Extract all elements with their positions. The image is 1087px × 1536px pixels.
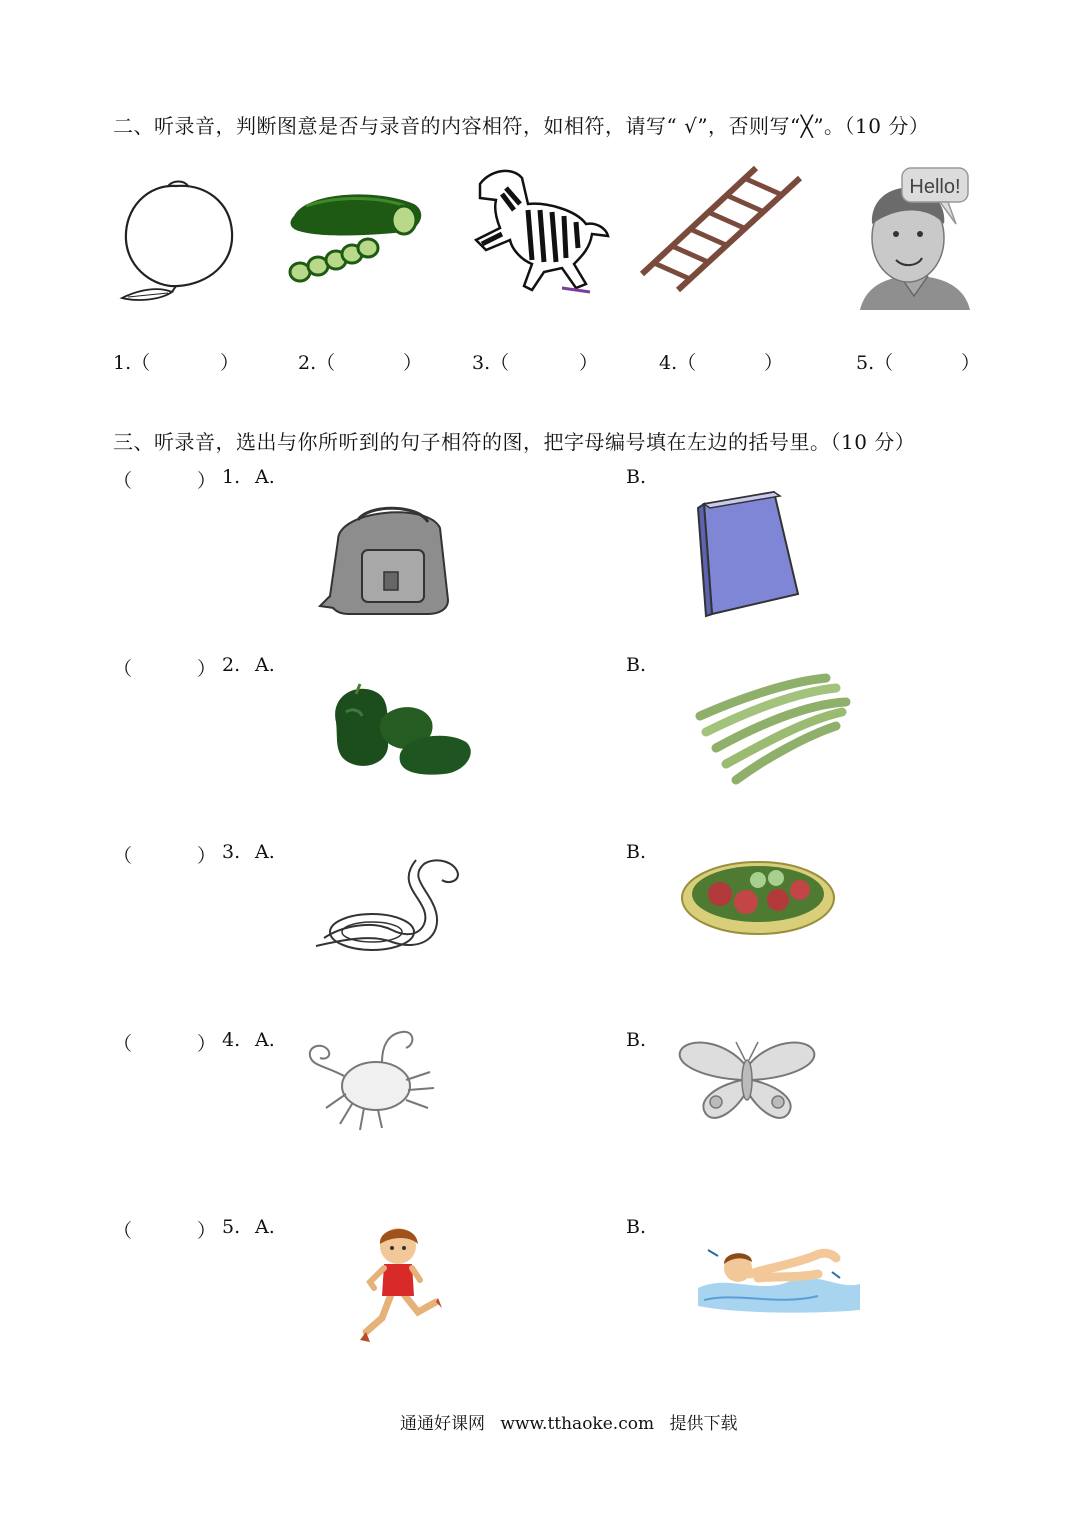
cucumber-picture (286, 186, 426, 284)
footer (400, 1409, 737, 1434)
answer-paren-5-close: ） (197, 1220, 217, 1242)
ladder-picture (638, 164, 804, 294)
answer-paren-2[interactable]: （ (113, 658, 133, 680)
answer-3[interactable]: 3.（ (472, 352, 510, 374)
hello-boy-picture (860, 164, 972, 310)
option-a-label: A. (255, 841, 275, 863)
schoolbag-picture (318, 500, 454, 616)
answer-paren-5[interactable]: （ (113, 1220, 133, 1242)
question-number: 1. (222, 466, 241, 488)
question-number: 3. (222, 841, 241, 863)
option-a-label: A. (255, 654, 275, 676)
footer-url[interactable]: www.tthaoke.com (500, 1414, 655, 1434)
green-beans-picture (696, 672, 848, 788)
answer-2-close: ） (403, 352, 423, 374)
butterfly-picture (676, 1036, 818, 1122)
answer-paren-1[interactable]: （ (113, 470, 133, 492)
answer-2[interactable]: 2.（ (298, 352, 336, 374)
section2-heading: 二、听录音，判断图意是否与录音的内容相符，如相符，请写“ √”，否则写“╳”。（10 分） (113, 114, 930, 138)
answer-paren-3-close: ） (197, 845, 217, 867)
crab-picture (306, 1026, 438, 1132)
answer-paren-1-close: ） (197, 470, 217, 492)
option-a-label: A. (255, 1216, 275, 1238)
answer-paren-4-close: ） (197, 1033, 217, 1055)
zebra-picture (466, 164, 610, 294)
answer-4-close: ） (764, 352, 784, 374)
option-b-label: B. (626, 841, 647, 863)
answer-1[interactable]: 1.（ (113, 352, 151, 374)
running-boy-picture (356, 1222, 444, 1346)
question-number: 5. (222, 1216, 241, 1238)
option-a-label: A. (255, 466, 275, 488)
option-b-label: B. (626, 1029, 647, 1051)
green-peppers-picture (326, 682, 476, 782)
question-number: 4. (222, 1029, 241, 1051)
section3-heading: 三、听录音，选出与你所听到的句子相符的图，把字母编号填在左边的括号里。（10 分） (113, 430, 916, 454)
hello-speech-text: Hello! (909, 176, 961, 198)
snake-picture (312, 856, 462, 952)
footer-suffix: 提供下载 (669, 1414, 738, 1434)
book-picture (694, 490, 804, 618)
salad-picture (680, 854, 836, 938)
answer-3-close: ） (579, 352, 599, 374)
option-a-label: A. (255, 1029, 275, 1051)
answer-5[interactable]: 5.（ (856, 352, 894, 374)
answer-paren-3[interactable]: （ (113, 845, 133, 867)
footer-site-name: 通通好课网 (400, 1414, 485, 1434)
answer-4[interactable]: 4.（ (659, 352, 697, 374)
swimming-boy-picture (698, 1244, 860, 1314)
answer-1-close: ） (220, 352, 240, 374)
orange-picture (118, 178, 240, 302)
answer-paren-4[interactable]: （ (113, 1033, 133, 1055)
option-b-label: B. (626, 654, 647, 676)
answer-paren-2-close: ） (197, 658, 217, 680)
option-b-label: B. (626, 466, 647, 488)
option-b-label: B. (626, 1216, 647, 1238)
question-number: 2. (222, 654, 241, 676)
answer-5-close: ） (961, 352, 981, 374)
